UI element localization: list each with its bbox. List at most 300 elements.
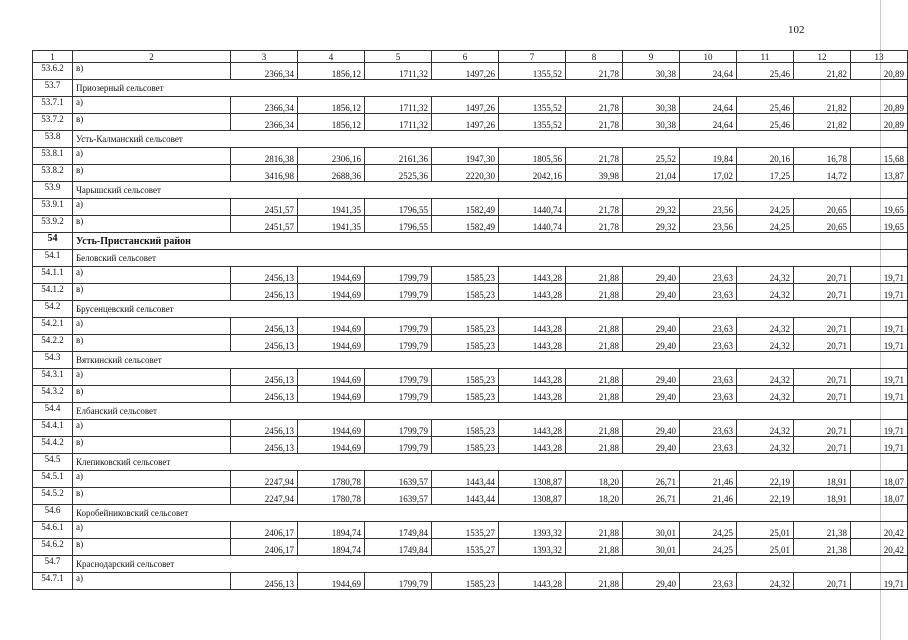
value-cell: 1944,69 [298, 318, 365, 335]
table-row [33, 114, 908, 131]
value-cell: 1443,28 [499, 369, 566, 386]
value-cell: 2366,34 [231, 114, 298, 131]
value-cell: 24,32 [737, 573, 794, 590]
row-label: в) [73, 488, 231, 505]
value-cell: 2247,94 [231, 488, 298, 505]
value-cell: 1894,74 [298, 539, 365, 556]
value-cell: 1799,79 [365, 437, 432, 454]
value-cell: 19,65 [851, 216, 908, 233]
value-cell: 23,63 [680, 284, 737, 301]
value-cell: 1799,79 [365, 573, 432, 590]
value-cell: 1443,44 [432, 488, 499, 505]
row-code: 54.3 [33, 352, 73, 369]
value-cell: 29,40 [623, 318, 680, 335]
section-name: Клепиковский сельсовет [73, 454, 908, 471]
value-cell: 29,32 [623, 216, 680, 233]
value-cell: 22,19 [737, 471, 794, 488]
value-cell: 29,40 [623, 573, 680, 590]
value-cell: 1799,79 [365, 386, 432, 403]
value-cell: 1393,32 [499, 522, 566, 539]
value-cell: 2451,57 [231, 199, 298, 216]
value-cell: 1585,23 [432, 318, 499, 335]
value-cell: 18,91 [794, 471, 851, 488]
row-label: в) [73, 386, 231, 403]
row-code: 54.7.1 [33, 573, 73, 590]
row-label: а) [73, 97, 231, 114]
row-label: а) [73, 522, 231, 539]
value-cell: 21,88 [566, 573, 623, 590]
value-cell: 21,88 [566, 335, 623, 352]
section-heading-row [33, 556, 908, 573]
value-cell: 1796,55 [365, 216, 432, 233]
value-cell: 23,63 [680, 318, 737, 335]
value-cell: 1894,74 [298, 522, 365, 539]
row-code: 54.4 [33, 403, 73, 420]
value-cell: 20,16 [737, 148, 794, 165]
value-cell: 19,71 [851, 284, 908, 301]
section-name: Вяткинский сельсовет [73, 352, 908, 369]
value-cell: 1944,69 [298, 437, 365, 454]
value-cell: 2456,13 [231, 318, 298, 335]
value-cell: 1944,69 [298, 386, 365, 403]
value-cell: 20,71 [794, 369, 851, 386]
value-cell: 25,46 [737, 114, 794, 131]
value-cell: 29,40 [623, 437, 680, 454]
value-cell: 2220,30 [432, 165, 499, 182]
column-number-cell: 2 [73, 51, 231, 63]
value-cell: 29,32 [623, 199, 680, 216]
value-cell: 1780,78 [298, 488, 365, 505]
value-cell: 1497,26 [432, 63, 499, 80]
value-cell: 1944,69 [298, 267, 365, 284]
section-name: Усть-Калманский сельсовет [73, 131, 908, 148]
value-cell: 29,40 [623, 335, 680, 352]
value-cell: 21,46 [680, 471, 737, 488]
section-name: Коробейниковский сельсовет [73, 505, 908, 522]
value-cell: 1535,27 [432, 539, 499, 556]
value-cell: 24,32 [737, 318, 794, 335]
value-cell: 21,88 [566, 386, 623, 403]
value-cell: 1944,69 [298, 573, 365, 590]
value-cell: 20,89 [851, 63, 908, 80]
row-code: 54.6 [33, 505, 73, 522]
value-cell: 2406,17 [231, 522, 298, 539]
row-label: в) [73, 63, 231, 80]
value-cell: 1639,57 [365, 488, 432, 505]
table-row [33, 522, 908, 539]
section-name: Елбанский сельсовет [73, 403, 908, 420]
section-heading-row [33, 454, 908, 471]
value-cell: 23,63 [680, 386, 737, 403]
value-cell: 24,25 [680, 539, 737, 556]
tariff-table [32, 50, 908, 590]
section-heading-row [33, 403, 908, 420]
column-number-cell: 3 [231, 51, 298, 63]
row-code: 54.1.2 [33, 284, 73, 301]
row-label: в) [73, 437, 231, 454]
value-cell: 23,63 [680, 437, 737, 454]
column-number-cell: 6 [432, 51, 499, 63]
section-heading-row [33, 301, 908, 318]
value-cell: 21,88 [566, 437, 623, 454]
value-cell: 20,71 [794, 386, 851, 403]
row-code: 53.8 [33, 131, 73, 148]
value-cell: 2456,13 [231, 437, 298, 454]
value-cell: 20,89 [851, 97, 908, 114]
value-cell: 1639,57 [365, 471, 432, 488]
row-label: а) [73, 318, 231, 335]
value-cell: 19,71 [851, 318, 908, 335]
table-row [33, 199, 908, 216]
value-cell: 2456,13 [231, 369, 298, 386]
row-code: 54.6.2 [33, 539, 73, 556]
value-cell: 1582,49 [432, 199, 499, 216]
value-cell: 21,78 [566, 114, 623, 131]
value-cell: 23,56 [680, 216, 737, 233]
value-cell: 19,71 [851, 386, 908, 403]
value-cell: 13,87 [851, 165, 908, 182]
value-cell: 1585,23 [432, 369, 499, 386]
value-cell: 23,63 [680, 420, 737, 437]
value-cell: 2456,13 [231, 284, 298, 301]
table-row [33, 539, 908, 556]
value-cell: 21,78 [566, 148, 623, 165]
value-cell: 1799,79 [365, 318, 432, 335]
row-code: 53.9.1 [33, 199, 73, 216]
row-code: 54 [33, 233, 73, 250]
table-row [33, 97, 908, 114]
value-cell: 21,78 [566, 216, 623, 233]
section-heading-row [33, 80, 908, 97]
value-cell: 18,91 [794, 488, 851, 505]
row-code: 54.3.2 [33, 386, 73, 403]
value-cell: 30,38 [623, 97, 680, 114]
value-cell: 24,32 [737, 284, 794, 301]
value-cell: 19,65 [851, 199, 908, 216]
value-cell: 1355,52 [499, 63, 566, 80]
row-label: а) [73, 148, 231, 165]
value-cell: 1944,69 [298, 369, 365, 386]
value-cell: 1440,74 [499, 199, 566, 216]
value-cell: 1780,78 [298, 471, 365, 488]
row-code: 54.7 [33, 556, 73, 573]
value-cell: 1585,23 [432, 335, 499, 352]
table-row [33, 386, 908, 403]
value-cell: 20,89 [851, 114, 908, 131]
section-heading-row [33, 131, 908, 148]
value-cell: 1443,28 [499, 284, 566, 301]
value-cell: 1497,26 [432, 114, 499, 131]
table-row [33, 318, 908, 335]
value-cell: 23,63 [680, 369, 737, 386]
value-cell: 21,88 [566, 318, 623, 335]
value-cell: 1443,44 [432, 471, 499, 488]
value-cell: 2306,16 [298, 148, 365, 165]
value-cell: 1947,30 [432, 148, 499, 165]
value-cell: 20,71 [794, 420, 851, 437]
row-label: а) [73, 199, 231, 216]
value-cell: 23,56 [680, 199, 737, 216]
value-cell: 2406,17 [231, 539, 298, 556]
value-cell: 1711,32 [365, 63, 432, 80]
value-cell: 17,25 [737, 165, 794, 182]
value-cell: 1585,23 [432, 284, 499, 301]
value-cell: 1711,32 [365, 114, 432, 131]
column-number-cell: 10 [680, 51, 737, 63]
value-cell: 24,32 [737, 420, 794, 437]
row-label: в) [73, 165, 231, 182]
row-label: а) [73, 471, 231, 488]
value-cell: 39,98 [566, 165, 623, 182]
row-code: 54.6.1 [33, 522, 73, 539]
column-number-cell: 7 [499, 51, 566, 63]
value-cell: 1308,87 [499, 471, 566, 488]
value-cell: 21,88 [566, 420, 623, 437]
section-name: Приозерный сельсовет [73, 80, 908, 97]
value-cell: 2456,13 [231, 335, 298, 352]
column-number-cell: 1 [33, 51, 73, 63]
value-cell: 1443,28 [499, 573, 566, 590]
table-row [33, 216, 908, 233]
row-label: а) [73, 573, 231, 590]
value-cell: 2366,34 [231, 97, 298, 114]
row-label: а) [73, 267, 231, 284]
value-cell: 1535,27 [432, 522, 499, 539]
value-cell: 17,02 [680, 165, 737, 182]
value-cell: 3416,98 [231, 165, 298, 182]
value-cell: 1856,12 [298, 97, 365, 114]
value-cell: 1585,23 [432, 437, 499, 454]
value-cell: 1393,32 [499, 539, 566, 556]
table-row [33, 63, 908, 80]
row-label: в) [73, 335, 231, 352]
value-cell: 1308,87 [499, 488, 566, 505]
value-cell: 24,32 [737, 437, 794, 454]
value-cell: 18,20 [566, 488, 623, 505]
value-cell: 21,82 [794, 97, 851, 114]
value-cell: 24,32 [737, 386, 794, 403]
value-cell: 24,64 [680, 63, 737, 80]
value-cell: 23,63 [680, 267, 737, 284]
value-cell: 21,78 [566, 63, 623, 80]
value-cell: 30,38 [623, 63, 680, 80]
value-cell: 1799,79 [365, 267, 432, 284]
row-code: 53.8.1 [33, 148, 73, 165]
value-cell: 2451,57 [231, 216, 298, 233]
table-row [33, 369, 908, 386]
section-name: Чарышский сельсовет [73, 182, 908, 199]
value-cell: 1944,69 [298, 335, 365, 352]
table-row [33, 335, 908, 352]
value-cell: 1799,79 [365, 369, 432, 386]
value-cell: 20,71 [794, 318, 851, 335]
value-cell: 1749,84 [365, 522, 432, 539]
value-cell: 1443,28 [499, 386, 566, 403]
value-cell: 30,01 [623, 539, 680, 556]
value-cell: 1799,79 [365, 284, 432, 301]
value-cell: 19,71 [851, 369, 908, 386]
value-cell: 18,20 [566, 471, 623, 488]
table-row [33, 267, 908, 284]
row-label: в) [73, 539, 231, 556]
section-name: Беловский сельсовет [73, 250, 908, 267]
table-row [33, 148, 908, 165]
value-cell: 19,71 [851, 437, 908, 454]
row-code: 54.5 [33, 454, 73, 471]
value-cell: 20,71 [794, 335, 851, 352]
section-heading-row [33, 352, 908, 369]
value-cell: 21,82 [794, 114, 851, 131]
value-cell: 21,78 [566, 97, 623, 114]
value-cell: 24,32 [737, 267, 794, 284]
value-cell: 21,88 [566, 284, 623, 301]
value-cell: 21,88 [566, 539, 623, 556]
table-body [33, 63, 908, 590]
value-cell: 1443,28 [499, 437, 566, 454]
column-number-cell: 5 [365, 51, 432, 63]
value-cell: 20,71 [794, 573, 851, 590]
table-row [33, 165, 908, 182]
column-number-cell: 12 [794, 51, 851, 63]
value-cell: 25,01 [737, 539, 794, 556]
value-cell: 1585,23 [432, 386, 499, 403]
value-cell: 1355,52 [499, 114, 566, 131]
column-number-cell: 4 [298, 51, 365, 63]
value-cell: 18,07 [851, 488, 908, 505]
value-cell: 30,01 [623, 522, 680, 539]
row-code: 54.1 [33, 250, 73, 267]
value-cell: 18,07 [851, 471, 908, 488]
value-cell: 1497,26 [432, 97, 499, 114]
value-cell: 2366,34 [231, 63, 298, 80]
value-cell: 24,64 [680, 97, 737, 114]
section-heading-row [33, 250, 908, 267]
district-name: Усть-Пристанский район [73, 233, 908, 250]
value-cell: 19,71 [851, 335, 908, 352]
value-cell: 2456,13 [231, 573, 298, 590]
column-number-cell: 8 [566, 51, 623, 63]
value-cell: 2525,36 [365, 165, 432, 182]
value-cell: 20,42 [851, 522, 908, 539]
value-cell: 19,84 [680, 148, 737, 165]
row-code: 53.8.2 [33, 165, 73, 182]
value-cell: 2247,94 [231, 471, 298, 488]
table-row [33, 420, 908, 437]
value-cell: 20,65 [794, 216, 851, 233]
value-cell: 29,40 [623, 369, 680, 386]
value-cell: 20,71 [794, 284, 851, 301]
value-cell: 1443,28 [499, 267, 566, 284]
value-cell: 1856,12 [298, 114, 365, 131]
section-heading-row [33, 182, 908, 199]
row-code: 54.5.1 [33, 471, 73, 488]
row-code: 54.2 [33, 301, 73, 318]
value-cell: 1355,52 [499, 97, 566, 114]
value-cell: 19,71 [851, 267, 908, 284]
value-cell: 21,88 [566, 369, 623, 386]
row-code: 54.2.2 [33, 335, 73, 352]
value-cell: 26,71 [623, 488, 680, 505]
value-cell: 1440,74 [499, 216, 566, 233]
value-cell: 1799,79 [365, 420, 432, 437]
column-number-row [33, 51, 908, 63]
value-cell: 1711,32 [365, 97, 432, 114]
value-cell: 1796,55 [365, 199, 432, 216]
value-cell: 2688,36 [298, 165, 365, 182]
value-cell: 1585,23 [432, 573, 499, 590]
value-cell: 23,63 [680, 573, 737, 590]
value-cell: 1585,23 [432, 420, 499, 437]
value-cell: 2042,16 [499, 165, 566, 182]
value-cell: 24,25 [737, 216, 794, 233]
value-cell: 21,82 [794, 63, 851, 80]
value-cell: 29,40 [623, 267, 680, 284]
column-number-cell: 9 [623, 51, 680, 63]
value-cell: 2456,13 [231, 386, 298, 403]
district-heading-row [33, 233, 908, 250]
value-cell: 1805,56 [499, 148, 566, 165]
value-cell: 1856,12 [298, 63, 365, 80]
value-cell: 1799,79 [365, 335, 432, 352]
value-cell: 1443,28 [499, 420, 566, 437]
value-cell: 21,88 [566, 267, 623, 284]
value-cell: 16,78 [794, 148, 851, 165]
value-cell: 2816,38 [231, 148, 298, 165]
value-cell: 15,68 [851, 148, 908, 165]
value-cell: 21,78 [566, 199, 623, 216]
row-label: а) [73, 420, 231, 437]
row-code: 54.5.2 [33, 488, 73, 505]
table-row [33, 471, 908, 488]
row-code: 54.3.1 [33, 369, 73, 386]
value-cell: 1749,84 [365, 539, 432, 556]
value-cell: 25,46 [737, 97, 794, 114]
value-cell: 25,46 [737, 63, 794, 80]
value-cell: 1443,28 [499, 318, 566, 335]
section-heading-row [33, 505, 908, 522]
value-cell: 14,72 [794, 165, 851, 182]
value-cell: 24,32 [737, 335, 794, 352]
column-number-cell: 13 [851, 51, 908, 63]
row-code: 54.4.1 [33, 420, 73, 437]
value-cell: 20,71 [794, 267, 851, 284]
row-label: в) [73, 114, 231, 131]
page-number: 102 [788, 24, 805, 36]
value-cell: 2161,36 [365, 148, 432, 165]
value-cell: 22,19 [737, 488, 794, 505]
row-code: 54.4.2 [33, 437, 73, 454]
section-name: Краснодарский сельсовет [73, 556, 908, 573]
value-cell: 1582,49 [432, 216, 499, 233]
value-cell: 21,88 [566, 522, 623, 539]
table-row [33, 284, 908, 301]
table-row [33, 488, 908, 505]
column-number-cell: 11 [737, 51, 794, 63]
value-cell: 20,65 [794, 199, 851, 216]
value-cell: 1941,35 [298, 199, 365, 216]
value-cell: 29,40 [623, 284, 680, 301]
row-code: 53.7 [33, 80, 73, 97]
value-cell: 1944,69 [298, 420, 365, 437]
value-cell: 1941,35 [298, 216, 365, 233]
value-cell: 25,52 [623, 148, 680, 165]
row-code: 54.2.1 [33, 318, 73, 335]
value-cell: 1585,23 [432, 267, 499, 284]
value-cell: 26,71 [623, 471, 680, 488]
value-cell: 24,32 [737, 369, 794, 386]
row-label: в) [73, 284, 231, 301]
value-cell: 21,46 [680, 488, 737, 505]
